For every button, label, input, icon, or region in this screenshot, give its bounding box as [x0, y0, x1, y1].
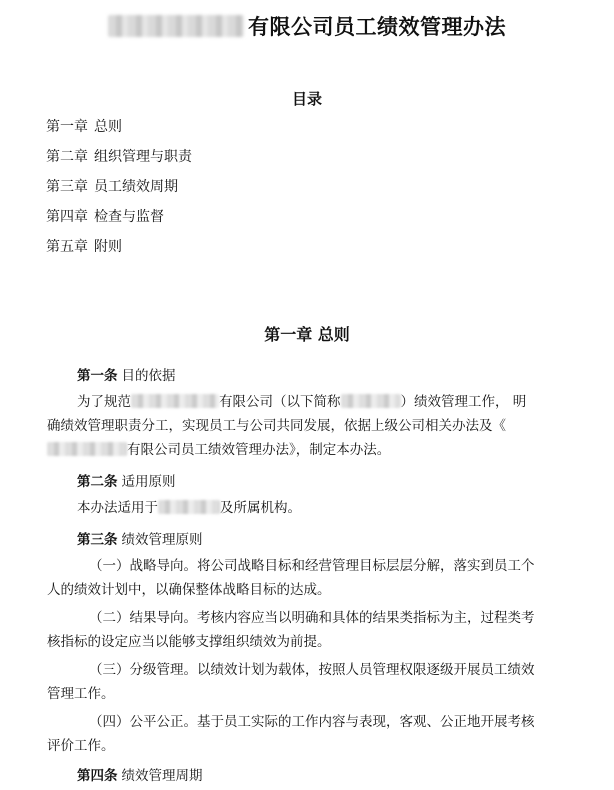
toc-item-number: 第三章: [46, 179, 88, 195]
para-text: （二）结果导向。考核内容应当以明确和具体的结果类指标为主，过程类考: [89, 610, 535, 626]
para-text: 及所属机构。: [220, 500, 301, 516]
para-text: 有限公司（以下简称: [219, 394, 341, 410]
para-text: 管理工作。: [47, 686, 115, 702]
chapter-heading: 第一章 总则: [264, 325, 350, 344]
article-title: [77, 762, 581, 790]
toc-item-number: 第一章: [46, 119, 88, 135]
article-paragraph: [47, 390, 581, 462]
redacted-text: [47, 442, 127, 456]
toc-heading: 目录: [291, 90, 322, 108]
para-text: （三）分级管理。以绩效计划为载体，按照人员管理权限逐级开展员工绩效: [89, 662, 535, 678]
para-text: ）绩效管理工作， 明: [400, 394, 527, 410]
redacted-text: [158, 500, 220, 514]
para-text: （一）战略导向。将公司战略目标和经营管理目标层层分解，落实到员工个: [89, 558, 535, 574]
article-title: [77, 526, 581, 554]
article-paragraph: [47, 710, 581, 758]
redacted-text: [341, 394, 401, 408]
toc-item[interactable]: [46, 204, 192, 234]
article-heading: 目的依据: [121, 368, 176, 384]
toc-item-number: 第五章: [46, 239, 88, 255]
toc-item-label: 检查与监督: [94, 209, 164, 225]
toc-item-label: 附则: [94, 239, 122, 255]
chapter-content: [47, 362, 581, 790]
toc-item-label: 员工绩效周期: [94, 179, 178, 195]
para-text: 本办法适用于: [77, 500, 158, 516]
toc-item-number: 第四章: [46, 209, 88, 225]
para-text: 为了规范: [77, 394, 131, 410]
article-title: [77, 362, 581, 390]
article-paragraph: [47, 658, 581, 706]
article-paragraph: [47, 606, 581, 654]
article-title: [77, 468, 581, 496]
article-number: 第二条: [77, 474, 118, 490]
para-text: 确绩效管理职责分工，实现员工与公司共同发展，依据上级公司相关办法及《: [47, 418, 506, 434]
para-text: （四）公平公正。基于员工实际的工作内容与表现，客观、公正地开展考核: [89, 714, 535, 730]
toc-item[interactable]: [46, 174, 192, 204]
redacted-company-name: [108, 15, 244, 37]
toc-item-number: 第二章: [46, 149, 88, 165]
toc-item[interactable]: [46, 144, 192, 174]
article-paragraph: [77, 496, 581, 520]
article-number: 第三条: [77, 532, 118, 548]
article-number: 第一条: [77, 368, 118, 384]
para-text: 评价工作。: [47, 738, 115, 754]
para-text: 人的绩效计划中，以确保整体战略目标的达成。: [47, 582, 331, 598]
article-number: 第四条: [77, 768, 118, 784]
table-of-contents: [46, 114, 192, 264]
toc-item-label: 总则: [94, 119, 122, 135]
redacted-text: [131, 394, 219, 408]
para-text: 有限公司员工绩效管理办法》，制定本办法。: [127, 442, 391, 458]
toc-item-label: 组织管理与职责: [94, 149, 192, 165]
article-heading: 绩效管理周期: [121, 768, 203, 784]
para-text: 核指标的设定应当以能够支撑组织绩效为前提。: [47, 634, 331, 650]
toc-item[interactable]: [46, 234, 192, 264]
document-title: 有限公司员工绩效管理办法: [248, 15, 506, 39]
article-heading: 绩效管理原则: [121, 532, 203, 548]
article-heading: 适用原则: [121, 474, 176, 490]
toc-item[interactable]: [46, 114, 192, 144]
document-title-row: [0, 8, 614, 44]
article-paragraph: [47, 554, 581, 602]
